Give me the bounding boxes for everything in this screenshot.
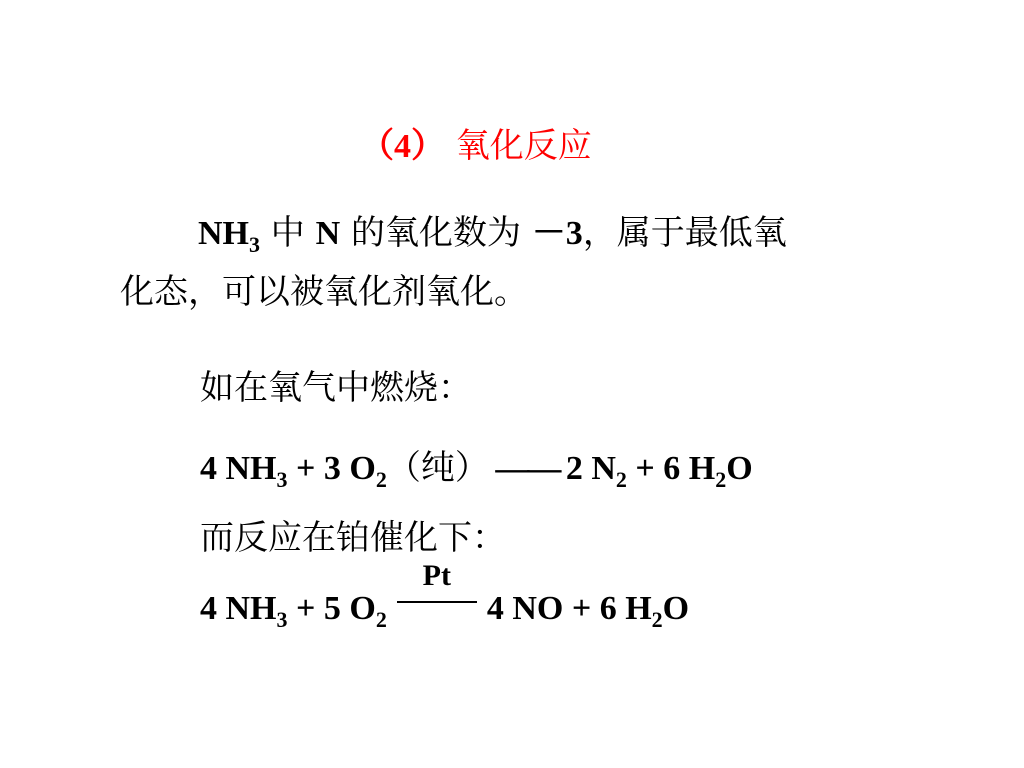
eq2-products [486, 590, 690, 632]
title-text: 氧化反应 [445, 126, 592, 166]
eq2-h2o-sub: 2 [651, 607, 663, 632]
title-number: （4） [360, 128, 445, 165]
combustion-label: 如在氧气中燃烧： [200, 368, 472, 408]
eq2-h2o-o: O [662, 590, 690, 627]
eq1-arrow: —— [488, 450, 566, 487]
nh3-formula [198, 215, 260, 257]
eq2-nh3: 4 NH [200, 590, 277, 627]
paragraph-text-c: ，属于最低氧 [582, 213, 787, 253]
eq1-h2o-sub: 2 [715, 467, 727, 492]
reaction-arrow-line [397, 601, 477, 603]
eq1-h2o-o: O [726, 450, 753, 487]
n-symbol: N [315, 215, 341, 252]
eq1-n2-sub: 2 [615, 467, 627, 492]
eq1-h2o: + 6 H [626, 450, 716, 487]
eq2-no-h2o: 4 NO + 6 H [486, 590, 652, 627]
eq1-n2: 2 N [565, 450, 616, 487]
nh3-symbol: NH [198, 215, 249, 252]
eq1-products [565, 450, 753, 492]
eq1-condition: （纯） [386, 448, 489, 488]
catalyst-arrow [397, 559, 477, 619]
eq2-nh3-sub: 3 [276, 607, 288, 632]
eq2-o2-sub: 2 [375, 607, 387, 632]
eq1-o2-sub: 2 [375, 467, 387, 492]
equation-combustion [200, 440, 753, 492]
nh3-subscript: 3 [249, 232, 260, 257]
paragraph-text-b: 的氧化数为 [340, 213, 532, 253]
paragraph-line-1 [198, 205, 787, 257]
paragraph-text-a: 中 [260, 213, 316, 253]
catalysis-label: 而反应在铂催化下： [200, 518, 506, 558]
equation-catalytic [200, 559, 690, 632]
paragraph-line-2: 化态，可以被氧化剂氧化。 [120, 272, 528, 312]
oxidation-number: －3 [531, 215, 583, 252]
eq1-o2: + 3 O [287, 450, 376, 487]
eq1-reactants [200, 450, 387, 492]
eq2-o2: + 5 O [287, 590, 376, 627]
catalyst-label: Pt [422, 559, 451, 592]
eq1-nh3-sub: 3 [276, 467, 288, 492]
slide-title [360, 118, 592, 167]
eq2-reactants [200, 590, 387, 632]
eq1-nh3: 4 NH [200, 450, 277, 487]
